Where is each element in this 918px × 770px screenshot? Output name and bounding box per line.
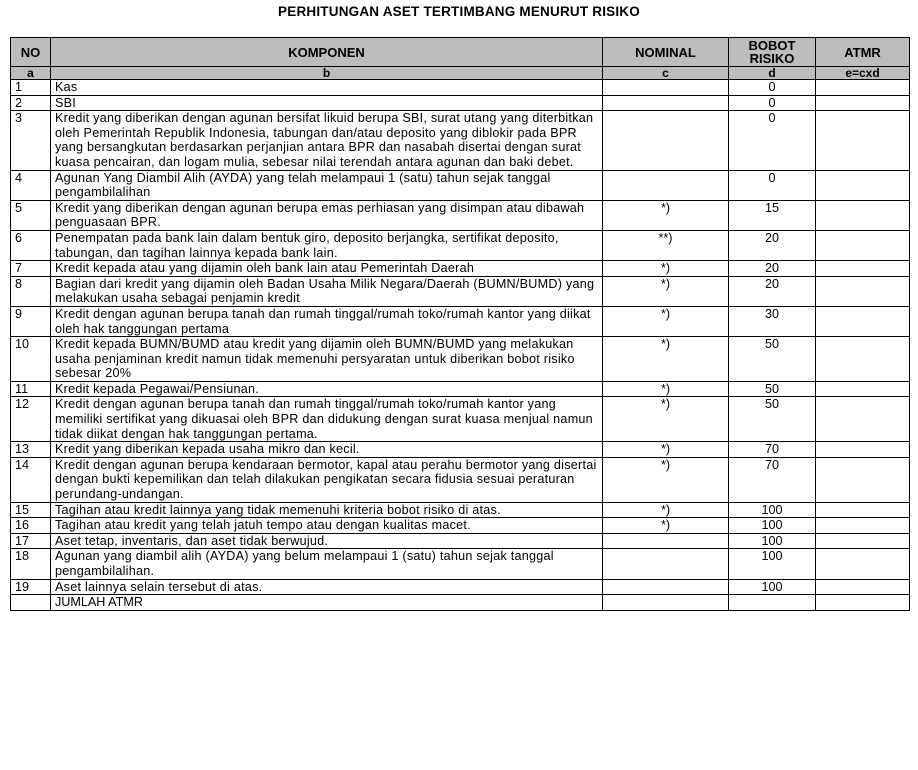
row-atmr [816,457,910,502]
total-nominal-cell [603,595,729,611]
row-no: 10 [11,337,51,382]
table-row [11,306,910,336]
row-no: 5 [11,200,51,230]
row-bobot: 100 [729,579,816,595]
row-komponen: SBI [51,95,603,111]
page-title: PERHITUNGAN ASET TERTIMBANG MENURUT RISIKO [278,4,640,19]
row-bobot: 30 [729,306,816,336]
row-atmr [816,170,910,200]
table-row [11,397,910,442]
row-bobot: 70 [729,442,816,458]
row-atmr [816,261,910,277]
row-bobot: 0 [729,95,816,111]
row-komponen: Kredit kepada atau yang dijamin oleh bank lain atau Pemerintah Daerah [51,261,603,277]
row-nominal [603,533,729,549]
row-nominal: *) [603,276,729,306]
row-komponen: Agunan Yang Diambil Alih (AYDA) yang telah melampaui 1 (satu) tahun sejak tanggal pengambilalihan [51,170,603,200]
subheader-bobot: d [729,67,816,80]
row-komponen: Kredit yang diberikan dengan agunan berupa emas perhiasan yang disimpan atau dibawah penguasaan BPR. [51,200,603,230]
row-bobot: 100 [729,518,816,534]
row-bobot: 20 [729,230,816,260]
table-row [11,111,910,170]
row-atmr [816,397,910,442]
header-komponen: KOMPONEN [51,38,603,67]
total-label: JUMLAH ATMR [51,595,603,611]
row-no: 11 [11,381,51,397]
row-nominal: *) [603,306,729,336]
row-atmr [816,80,910,96]
subheader-komponen: b [51,67,603,80]
row-nominal: *) [603,397,729,442]
row-no: 19 [11,579,51,595]
table-row [11,337,910,382]
row-atmr [816,518,910,534]
row-komponen: Kredit dengan agunan berupa tanah dan rumah tinggal/rumah toko/rumah kantor yang diikat oleh hak tanggungan pertama [51,306,603,336]
total-no-cell [11,595,51,611]
row-atmr [816,579,910,595]
row-komponen: Agunan yang diambil alih (AYDA) yang belum melampaui 1 (satu) tahun sejak tanggal pengambilalihan. [51,549,603,579]
row-no: 18 [11,549,51,579]
table-row [11,502,910,518]
table-row [11,381,910,397]
row-no: 7 [11,261,51,277]
row-bobot: 50 [729,397,816,442]
row-nominal: *) [603,337,729,382]
row-bobot: 50 [729,337,816,382]
table-row [11,518,910,534]
row-no: 13 [11,442,51,458]
row-no: 17 [11,533,51,549]
row-komponen: Aset tetap, inventaris, dan aset tidak berwujud. [51,533,603,549]
row-no: 1 [11,80,51,96]
row-nominal: *) [603,381,729,397]
row-atmr [816,95,910,111]
row-nominal [603,111,729,170]
row-no: 2 [11,95,51,111]
row-atmr [816,276,910,306]
row-bobot: 0 [729,80,816,96]
table-row [11,200,910,230]
row-atmr [816,502,910,518]
table-row [11,261,910,277]
row-komponen: Aset lainnya selain tersebut di atas. [51,579,603,595]
row-bobot: 70 [729,457,816,502]
row-komponen: Tagihan atau kredit yang telah jatuh tempo atau dengan kualitas macet. [51,518,603,534]
header-nominal: NOMINAL [603,38,729,67]
row-komponen: Tagihan atau kredit lainnya yang tidak memenuhi kriteria bobot risiko di atas. [51,502,603,518]
row-komponen: Kredit yang diberikan dengan agunan bersifat likuid berupa SBI, surat utang yang diterbitkan oleh Pemerintah Republik Indonesia, tabungan dan/atau deposito yang diblokir pada BPR yang bersangkutan berdasarkan perjanjian antara BPR dan nasabah disertai dengan surat kuasa pencairan, dan logam mulia, sebesar nilai terendah antara agunan dan baki debet. [51,111,603,170]
row-komponen: Kredit dengan agunan berupa kendaraan bermotor, kapal atau perahu bermotor yang disertai dengan bukti kepemilikan dan telah dilakukan pengikatan secara fidusia sesuai peraturan perundang-undangan. [51,457,603,502]
table-row [11,457,910,502]
row-no: 6 [11,230,51,260]
row-no: 15 [11,502,51,518]
row-no: 14 [11,457,51,502]
row-no: 12 [11,397,51,442]
header-bobot [729,38,816,67]
row-nominal: *) [603,442,729,458]
row-nominal: *) [603,502,729,518]
row-atmr [816,230,910,260]
row-nominal [603,549,729,579]
row-bobot: 50 [729,381,816,397]
row-nominal: *) [603,457,729,502]
row-atmr [816,549,910,579]
row-bobot: 100 [729,533,816,549]
row-nominal [603,579,729,595]
row-atmr [816,200,910,230]
table-row [11,579,910,595]
row-atmr [816,533,910,549]
total-bobot-cell [729,595,816,611]
row-no: 16 [11,518,51,534]
total-atmr-cell [816,595,910,611]
row-nominal [603,170,729,200]
header-bobot-line2: RISIKO [749,51,795,66]
header-atmr: ATMR [816,38,910,67]
row-atmr [816,111,910,170]
table-row [11,276,910,306]
row-nominal: *) [603,200,729,230]
table-row [11,533,910,549]
table-row [11,80,910,96]
row-nominal: *) [603,261,729,277]
table-row [11,170,910,200]
row-no: 9 [11,306,51,336]
row-bobot: 100 [729,502,816,518]
table-row [11,95,910,111]
total-row [11,595,910,611]
row-bobot: 100 [729,549,816,579]
row-no: 3 [11,111,51,170]
row-atmr [816,442,910,458]
table-row [11,442,910,458]
row-no: 4 [11,170,51,200]
row-komponen: Penempatan pada bank lain dalam bentuk giro, deposito berjangka, sertifikat deposito, tabungan, dan tagihan lainnya kepada bank lain. [51,230,603,260]
row-bobot: 20 [729,261,816,277]
subheader-no: a [11,67,51,80]
row-komponen: Kredit kepada BUMN/BUMD atau kredit yang dijamin oleh BUMN/BUMD yang melakukan usaha penjaminan kredit namun tidak memenuhi persyaratan untuk diberikan bobot risiko sebesar 20% [51,337,603,382]
row-atmr [816,306,910,336]
row-bobot: 0 [729,170,816,200]
header-no: NO [11,38,51,67]
row-bobot: 0 [729,111,816,170]
subheader-atmr: e=cxd [816,67,910,80]
row-komponen: Bagian dari kredit yang dijamin oleh Badan Usaha Milik Negara/Daerah (BUMN/BUMD) yang melakukan usaha sebagai penjamin kredit [51,276,603,306]
row-komponen: Kas [51,80,603,96]
row-no: 8 [11,276,51,306]
row-atmr [816,381,910,397]
header-row [11,38,910,67]
row-komponen: Kredit kepada Pegawai/Pensiunan. [51,381,603,397]
subheader-row [11,67,910,80]
row-nominal: *) [603,518,729,534]
row-nominal: **) [603,230,729,260]
row-bobot: 15 [729,200,816,230]
row-komponen: Kredit yang diberikan kepada usaha mikro dan kecil. [51,442,603,458]
row-komponen: Kredit dengan agunan berupa tanah dan rumah tinggal/rumah toko/rumah kantor yang memiliki sertifikat yang dikuasai oleh BPR dan didukung dengan surat kuasa menjual namun tidak diikat dengan hak tanggungan pertama. [51,397,603,442]
table-row [11,230,910,260]
row-nominal [603,80,729,96]
row-atmr [816,337,910,382]
atmr-table [10,37,910,611]
row-bobot: 20 [729,276,816,306]
table-row [11,549,910,579]
header-bobot-line1: BOBOT [748,38,796,53]
row-nominal [603,95,729,111]
subheader-nominal: c [603,67,729,80]
